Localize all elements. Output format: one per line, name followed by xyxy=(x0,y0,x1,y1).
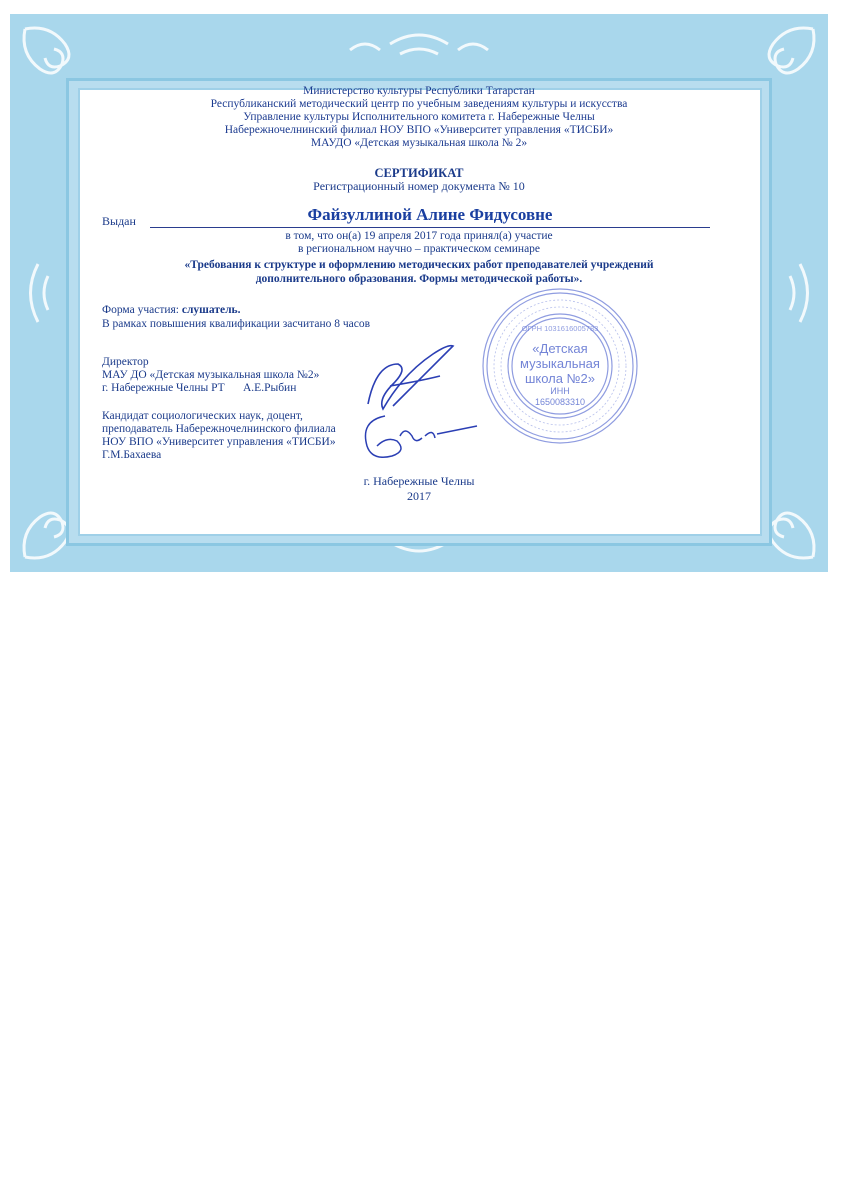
body-line-1: в том, что он(а) 19 апреля 2017 года принял(а) участие xyxy=(285,230,553,242)
stamp-line-3: школа №2» xyxy=(524,371,596,386)
seminar-topic-2: дополнительного образования. Формы методической работы». xyxy=(255,273,583,285)
stamp-inn: 1650083310 xyxy=(534,397,586,407)
official-stamp xyxy=(480,286,640,446)
stamp-inn-label: ИНН xyxy=(550,386,570,396)
lecturer-line-1: Кандидат социологических наук, доцент, xyxy=(102,410,303,422)
header-line-2: Республиканский методический центр по учебным заведениям культуры и искусства xyxy=(210,98,628,110)
header-line-1: Министерство культуры Республики Татарстан xyxy=(303,85,535,97)
stamp-ogrn: ОГРН 1031616005783 xyxy=(521,324,599,333)
lecturer-line-2: преподаватель Набережночелнинского филиала xyxy=(102,423,336,435)
participation-label: Форма участия: xyxy=(102,304,179,316)
lecturer-signature xyxy=(355,406,485,466)
footer-year: 2017 xyxy=(407,489,431,503)
body-line-2: в региональном научно – практическом семинаре xyxy=(297,243,541,255)
director-signature xyxy=(350,334,470,414)
stamp-line-2: музыкальная xyxy=(520,356,600,371)
lecturer-name: Г.М.Бахаева xyxy=(102,449,162,461)
certificate-frame xyxy=(10,14,828,572)
stamp-line-1: «Детская xyxy=(532,341,588,356)
issued-label: Выдан xyxy=(102,214,136,228)
participation-line xyxy=(102,304,241,318)
header-line-5: МАУДО «Детская музыкальная школа № 2» xyxy=(310,137,528,149)
lecturer-line-3: НОУ ВПО «Университет управления «ТИСБИ» xyxy=(102,436,336,448)
footer-city: г. Набережные Челны xyxy=(363,474,475,488)
seminar-topic-1: «Требования к структуре и оформлению методических работ преподавателей учреждений xyxy=(184,259,654,271)
director-city: г. Набережные Челны РТ xyxy=(102,382,225,394)
director-title: Директор xyxy=(102,356,149,368)
certificate-title: СЕРТИФИКАТ xyxy=(374,166,464,180)
header-line-3: Управление культуры Исполнительного комитета г. Набережные Челны xyxy=(243,111,595,123)
registration-number: Регистрационный номер документа № 10 xyxy=(313,179,525,193)
credit-hours: В рамках повышения квалификации засчитано 8 часов xyxy=(102,318,371,330)
director-name: А.Е.Рыбин xyxy=(243,382,297,394)
participation-value: слушатель. xyxy=(181,304,241,316)
recipient-name: Файзуллиной Алине Фидусовне xyxy=(307,205,553,224)
stamp-center-text xyxy=(500,341,620,408)
director-org: МАУ ДО «Детская музыкальная школа №2» xyxy=(102,369,320,381)
header-line-4: Набережночелнинский филиал НОУ ВПО «Университет управления «ТИСБИ» xyxy=(224,124,614,136)
